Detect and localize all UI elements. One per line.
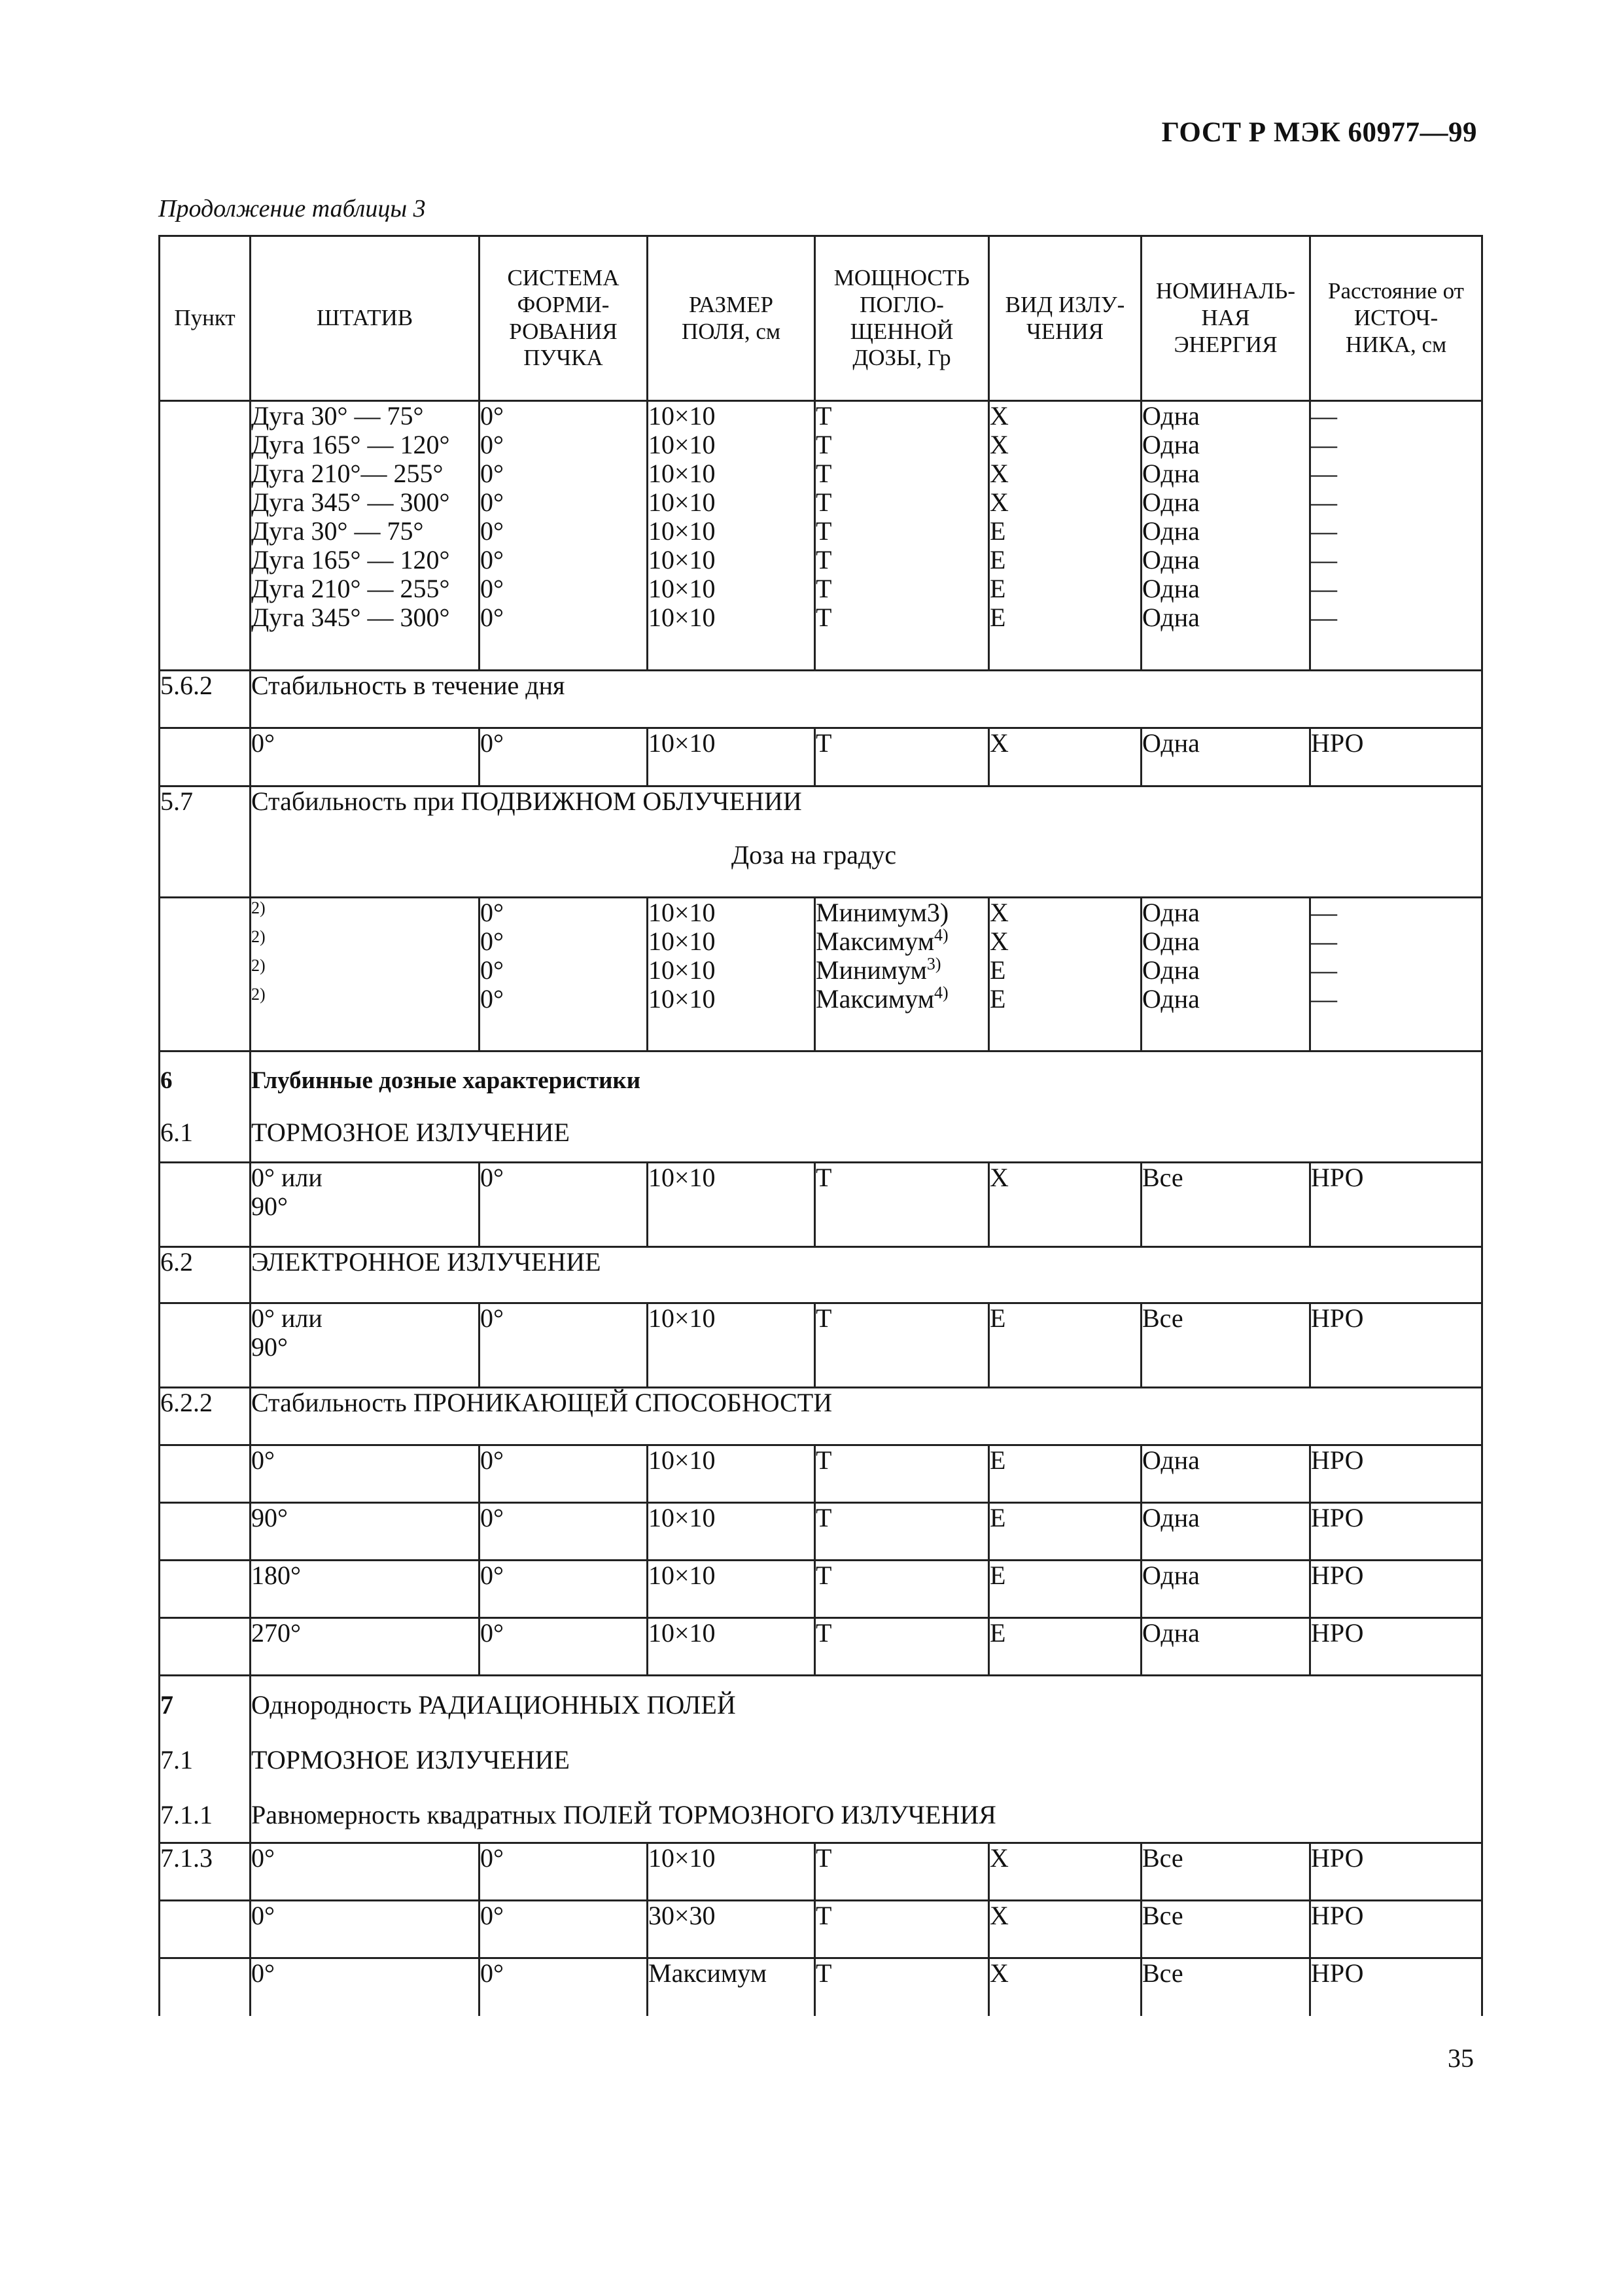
header-stand: ШТАТИВ [251, 236, 480, 401]
dose-cell: Т [815, 728, 989, 786]
stand-cell: 0° [251, 1901, 480, 1958]
list-item: 2) [251, 985, 266, 1004]
list-item: 0° [480, 898, 504, 927]
header-nominal-energy: НОМИНАЛЬ- НАЯ ЭНЕРГИЯ [1142, 236, 1310, 401]
table-row [160, 1958, 1482, 2016]
table-row [160, 1163, 1482, 1247]
stand-cell: 0° [251, 1445, 480, 1503]
radiation-cell: Е [989, 1503, 1142, 1561]
dose-cell: Т [815, 1958, 989, 2016]
dose-cell: Т [815, 1618, 989, 1676]
distance-cell: НРО [1310, 728, 1482, 786]
field-cell: 10×10 [648, 1445, 815, 1503]
list-item: Одна [1142, 545, 1200, 574]
list-item: 10×10 [648, 401, 716, 431]
arc-radiation-cell [989, 401, 1142, 671]
list-item: 2) [251, 956, 266, 975]
distance-cell: НРО [1310, 1843, 1482, 1901]
list-item: 10×10 [648, 487, 716, 517]
list-item: Е [990, 603, 1006, 632]
list-item: Дуга 210°— 255° [251, 459, 444, 488]
radiation-cell: Х [989, 1163, 1142, 1247]
beam-cell: 0° [480, 1163, 648, 1247]
list-item: Т [816, 516, 832, 546]
energy-cell: Все [1142, 1163, 1310, 1247]
dose-cell: Т [815, 1445, 989, 1503]
list-item: 0° [480, 430, 504, 459]
list-item: Дуга 30° — 75° [251, 516, 424, 546]
distance-cell: НРО [1310, 1618, 1482, 1676]
field-cell: Максимум [648, 1958, 815, 2016]
field-cell: 10×10 [648, 728, 815, 786]
list-item: 2) [251, 898, 266, 917]
list-item: 10×10 [648, 927, 716, 956]
moving-field-cell [648, 898, 815, 1051]
table-header-row [160, 236, 1482, 401]
field-cell: 10×10 [648, 1163, 815, 1247]
point-cell [160, 1503, 251, 1561]
radiation-cell: Х [989, 1958, 1142, 2016]
page-number: 35 [1448, 2043, 1474, 2073]
header-distance: Расстояние от ИСТОЧ- НИКА, см [1310, 236, 1482, 401]
list-item: 0° [480, 603, 504, 632]
list-item: Х [990, 927, 1009, 956]
section-number: 7 7.1 7.1.1 [160, 1676, 251, 1843]
list-item: Х [990, 487, 1009, 517]
point-cell: 7.1.3 [160, 1843, 251, 1901]
list-item: — [1311, 603, 1337, 632]
moving-radiation-cell [989, 898, 1142, 1051]
header-beam-system: СИСТЕМА ФОРМИ- РОВАНИЯ ПУЧКА [480, 236, 648, 401]
list-item: Х [990, 459, 1009, 488]
point-cell [160, 1561, 251, 1618]
distance-cell: НРО [1310, 1561, 1482, 1618]
radiation-cell: Е [989, 1303, 1142, 1388]
arc-distance-cell [1310, 401, 1482, 671]
list-item: Максимум$^{4)}$ [816, 983, 949, 1014]
point-cell [160, 1445, 251, 1503]
section-number: 6 6.1 [160, 1051, 251, 1163]
list-item: Т [816, 459, 832, 488]
header-field-size: РАЗМЕР ПОЛЯ, см [648, 236, 815, 401]
dose-cell: Т [815, 1901, 989, 1958]
list-item: Дуга 345° — 300° [251, 487, 450, 517]
stand-cell: 0° или 90° [251, 1163, 480, 1247]
list-item: — [1311, 898, 1337, 927]
list-item: 10×10 [648, 430, 716, 459]
list-item: Е [990, 984, 1006, 1014]
list-item: Одна [1142, 401, 1200, 431]
table-row [160, 1503, 1482, 1561]
list-item: 10×10 [648, 516, 716, 546]
list-item: Т [816, 603, 832, 632]
distance-cell: НРО [1310, 1901, 1482, 1958]
arc-block-row [160, 401, 1482, 671]
stand-cell: 0° [251, 1843, 480, 1901]
moving-energy-cell [1142, 898, 1310, 1051]
list-item: 0° [480, 401, 504, 431]
table-caption: Продолжение таблицы 3 [158, 195, 426, 222]
header-dose-rate: МОЩНОСТЬ ПОГЛО- ЩЕННОЙ ДОЗЫ, Гр [815, 236, 989, 401]
arc-point-cell [160, 401, 251, 671]
section-subtitle: Доза на градус [731, 840, 897, 870]
section-number: 5.6.2 [160, 671, 251, 728]
arc-beam-cell [480, 401, 648, 671]
section-row [160, 1247, 1482, 1303]
energy-cell: Одна [1142, 1503, 1310, 1561]
list-item: Одна [1142, 898, 1200, 927]
list-item: Т [816, 545, 832, 574]
point-cell [160, 1901, 251, 1958]
section-title: Однородность РАДИАЦИОННЫХ ПОЛЕЙ ТОРМОЗНОЕ ИЗЛУЧЕНИЕ Равномерность квадратных ПОЛЕЙ ТОРМОЗНОГО ИЗЛУЧЕНИЯ [251, 1676, 1482, 1843]
list-item: Одна [1142, 516, 1200, 546]
table-row [160, 1901, 1482, 1958]
radiation-cell: Е [989, 1445, 1142, 1503]
radiation-cell: Е [989, 1561, 1142, 1618]
stand-cell: 90° [251, 1503, 480, 1561]
list-item: 10×10 [648, 459, 716, 488]
list-item: 0° [480, 984, 504, 1014]
list-item: — [1311, 545, 1337, 574]
list-item: — [1311, 516, 1337, 546]
list-item: — [1311, 955, 1337, 985]
radiation-cell: Х [989, 1843, 1142, 1901]
section-title: Стабильность при ПОДВИЖНОМ ОБЛУЧЕНИИ Доза на градус [251, 786, 1482, 898]
list-item: — [1311, 574, 1337, 603]
stand-cell: 0° [251, 728, 480, 786]
energy-cell: Все [1142, 1958, 1310, 2016]
field-cell: 10×10 [648, 1561, 815, 1618]
list-item: 0° [480, 927, 504, 956]
list-item: Одна [1142, 984, 1200, 1014]
stand-cell: 180° [251, 1561, 480, 1618]
list-item: 0° [480, 545, 504, 574]
distance-cell: НРО [1310, 1445, 1482, 1503]
list-item: Дуга 165° — 120° [251, 545, 450, 574]
document-title: ГОСТ Р МЭК 60977—99 [1161, 117, 1477, 148]
dose-cell: Т [815, 1561, 989, 1618]
section-number: 6.2.2 [160, 1388, 251, 1445]
list-item: Одна [1142, 574, 1200, 603]
dose-cell: Т [815, 1303, 989, 1388]
energy-cell: Все [1142, 1303, 1310, 1388]
list-item: Т [816, 487, 832, 517]
list-item: Минимум$^{3)}$ [816, 954, 941, 985]
list-item: 10×10 [648, 574, 716, 603]
beam-cell: 0° [480, 1618, 648, 1676]
test-table [158, 235, 1483, 2016]
table-row [160, 1303, 1482, 1388]
dose-cell: Т [815, 1163, 989, 1247]
header-radiation-type: ВИД ИЗЛУ- ЧЕНИЯ [989, 236, 1142, 401]
section-row [160, 1676, 1482, 1843]
list-item: 10×10 [648, 955, 716, 985]
list-item: Х [990, 898, 1009, 927]
list-item: Т [816, 430, 832, 459]
stand-cell: 270° [251, 1618, 480, 1676]
list-item: 0° [480, 459, 504, 488]
list-item: — [1311, 459, 1337, 488]
list-item: Х [990, 401, 1009, 431]
list-item: Максимум$^{4)}$ [816, 925, 949, 956]
field-cell: 10×10 [648, 1618, 815, 1676]
section-row [160, 1388, 1482, 1445]
list-item: Одна [1142, 487, 1200, 517]
list-item: Дуга 30° — 75° [251, 401, 424, 431]
list-item: 10×10 [648, 603, 716, 632]
header-point: Пункт [160, 236, 251, 401]
beam-cell: 0° [480, 1561, 648, 1618]
section-title: Стабильность ПРОНИКАЮЩЕЙ СПОСОБНОСТИ [251, 1388, 1482, 1445]
section-number: 6.2 [160, 1247, 251, 1303]
section-number: 5.7 [160, 786, 251, 898]
list-item: Одна [1142, 430, 1200, 459]
list-item: 2) [251, 927, 266, 946]
energy-cell: Одна [1142, 1618, 1310, 1676]
radiation-cell: Х [989, 728, 1142, 786]
list-item: — [1311, 927, 1337, 956]
list-item: 0° [480, 574, 504, 603]
section-row [160, 1051, 1482, 1163]
list-item: Дуга 210° — 255° [251, 574, 450, 603]
section-row [160, 671, 1482, 728]
list-item: 10×10 [648, 898, 716, 927]
radiation-cell: Х [989, 1901, 1142, 1958]
list-item: 10×10 [648, 545, 716, 574]
arc-dose-cell [815, 401, 989, 671]
beam-cell: 0° [480, 1901, 648, 1958]
list-item: Е [990, 574, 1006, 603]
list-item: Одна [1142, 603, 1200, 632]
table-row [160, 1618, 1482, 1676]
beam-cell: 0° [480, 728, 648, 786]
arc-energy-cell [1142, 401, 1310, 671]
beam-cell: 0° [480, 1958, 648, 2016]
moving-block-row [160, 898, 1482, 1051]
list-item: Одна [1142, 927, 1200, 956]
list-item: — [1311, 401, 1337, 431]
section-title: Глубинные дозные характеристики ТОРМОЗНОЕ ИЗЛУЧЕНИЕ [251, 1051, 1482, 1163]
list-item: Т [816, 401, 832, 431]
list-item: — [1311, 430, 1337, 459]
arc-stand-cell [251, 401, 480, 671]
list-item: Одна [1142, 955, 1200, 985]
list-item: 10×10 [648, 984, 716, 1014]
field-cell: 30×30 [648, 1901, 815, 1958]
energy-cell: Все [1142, 1901, 1310, 1958]
beam-cell: 0° [480, 1503, 648, 1561]
table-row [160, 728, 1482, 786]
list-item: Е [990, 545, 1006, 574]
list-item: Минимум3) [816, 898, 949, 927]
beam-cell: 0° [480, 1445, 648, 1503]
list-item: 0° [480, 955, 504, 985]
energy-cell: Одна [1142, 728, 1310, 786]
energy-cell: Все [1142, 1843, 1310, 1901]
point-cell [160, 1618, 251, 1676]
moving-stand-cell [251, 898, 480, 1051]
distance-cell: НРО [1310, 1163, 1482, 1247]
field-cell: 10×10 [648, 1303, 815, 1388]
distance-cell: НРО [1310, 1958, 1482, 2016]
table-row [160, 1843, 1482, 1901]
list-item: 0° [480, 487, 504, 517]
list-item: 0° [480, 516, 504, 546]
table-row [160, 1445, 1482, 1503]
dose-cell: Т [815, 1503, 989, 1561]
arc-field-cell [648, 401, 815, 671]
list-item: Т [816, 574, 832, 603]
stand-cell: 0° или 90° [251, 1303, 480, 1388]
energy-cell: Одна [1142, 1445, 1310, 1503]
list-item: Х [990, 430, 1009, 459]
point-cell [160, 1958, 251, 2016]
distance-cell: НРО [1310, 1303, 1482, 1388]
moving-distance-cell [1310, 898, 1482, 1051]
radiation-cell: Е [989, 1618, 1142, 1676]
list-item: Е [990, 516, 1006, 546]
stand-cell: 0° [251, 1958, 480, 2016]
list-item: — [1311, 487, 1337, 517]
section-row [160, 786, 1482, 898]
list-item: — [1311, 984, 1337, 1014]
moving-dose-cell [815, 898, 989, 1051]
beam-cell: 0° [480, 1303, 648, 1388]
list-item: Одна [1142, 459, 1200, 488]
energy-cell: Одна [1142, 1561, 1310, 1618]
moving-beam-cell [480, 898, 648, 1051]
distance-cell: НРО [1310, 1503, 1482, 1561]
field-cell: 10×10 [648, 1843, 815, 1901]
field-cell: 10×10 [648, 1503, 815, 1561]
table-row [160, 1561, 1482, 1618]
dose-cell: Т [815, 1843, 989, 1901]
list-item: Е [990, 955, 1006, 985]
section-title: Стабильность в течение дня [251, 671, 1482, 728]
section-title: ЭЛЕКТРОННОЕ ИЗЛУЧЕНИЕ [251, 1247, 1482, 1303]
list-item: Дуга 165° — 120° [251, 430, 450, 459]
list-item: Дуга 345° — 300° [251, 603, 450, 632]
beam-cell: 0° [480, 1843, 648, 1901]
